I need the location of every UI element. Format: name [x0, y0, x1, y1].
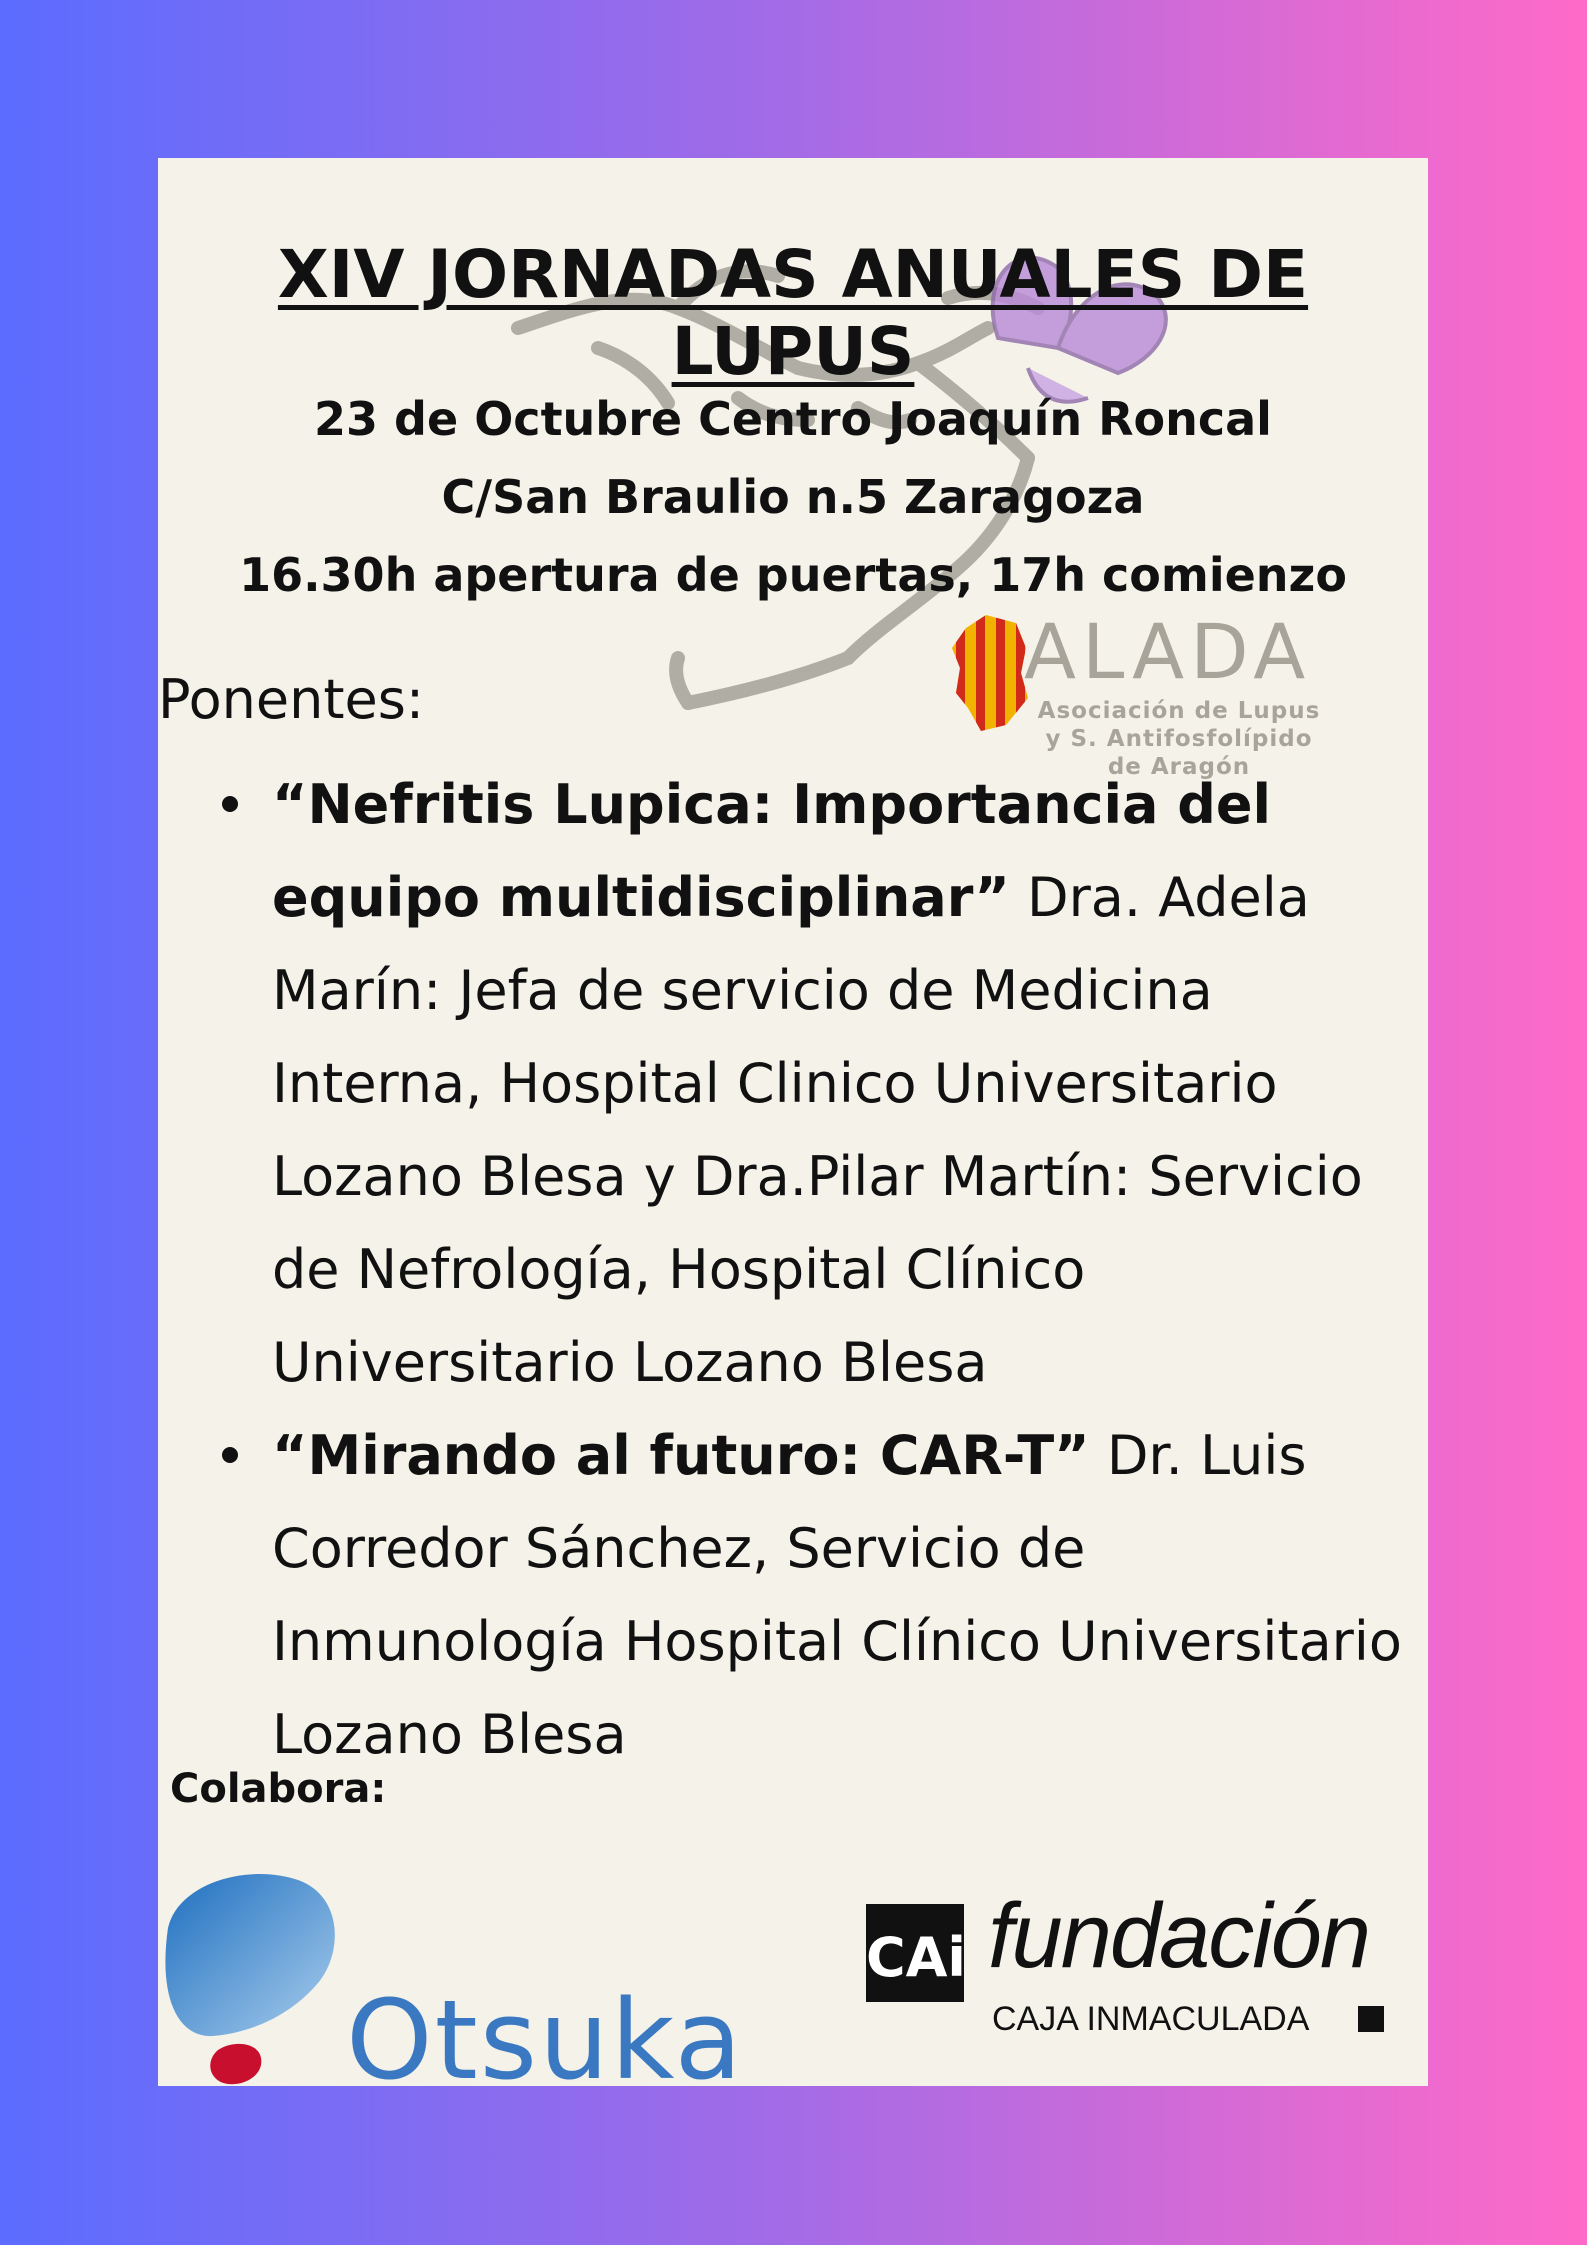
- cai-badge: [866, 1904, 964, 2002]
- event-address: C/San Braulio n.5 Zaragoza: [441, 470, 1145, 524]
- alada-subtitle-line: de Aragón: [1107, 754, 1251, 780]
- aragon-map-icon: [946, 613, 1036, 733]
- fundacion-name: fundación: [988, 1885, 1369, 1987]
- bullet-icon: [222, 796, 238, 812]
- cai-badge-text: CAi: [866, 1926, 966, 1989]
- talk-title: “Nefritis Lupica: Importancia del equipo multidisciplinar”: [272, 773, 1272, 929]
- bullet-icon: [222, 1447, 238, 1463]
- list-item: [158, 1409, 1428, 1781]
- otsuka-logo: [158, 1868, 744, 2086]
- collab-label: Colabora:: [170, 1766, 387, 1812]
- speakers-list: [158, 758, 1428, 1781]
- alada-subtitle-line: Asociación de Lupus: [1037, 698, 1321, 724]
- alada-name: ALADA: [1024, 607, 1312, 696]
- speaker-detail: Dr. Luis Corredor Sánchez, Servicio de Inmunología Hospital Clínico Universitario Lozano Blesa: [272, 1424, 1402, 1766]
- otsuka-name: Otsuka: [346, 1976, 744, 2086]
- alada-logo: [946, 607, 1336, 780]
- event-title: XIV JORNADAS ANUALES DE LUPUS: [277, 236, 1309, 390]
- talk-title: “Mirando al futuro: CAR-T”: [272, 1424, 1090, 1487]
- event-info: [158, 380, 1428, 614]
- otsuka-shape-icon: [158, 1868, 358, 2086]
- event-schedule: 16.30h apertura de puertas, 17h comienzo: [239, 548, 1347, 602]
- poster-card: [158, 158, 1428, 2086]
- event-date-venue: 23 de Octubre Centro Joaquín Roncal: [314, 392, 1272, 446]
- alada-subtitle-line: y S. Antifosfolípido: [1045, 726, 1313, 752]
- square-icon: [1358, 2006, 1384, 2032]
- speakers-label: Ponentes:: [158, 668, 425, 731]
- speaker-detail: Dra. Adela Marín: Jefa de servicio de Medicina Interna, Hospital Clinico Universitario Lozano Blesa y Dra.Pilar Martín: Servicio de Nefrología, Hospital Clínico Universitario Lozano Blesa: [272, 866, 1363, 1394]
- list-item: [158, 758, 1428, 1409]
- fundacion-subtitle: CAJA INMACULADA: [992, 2000, 1310, 2038]
- fundacion-logo: [866, 1885, 1406, 2038]
